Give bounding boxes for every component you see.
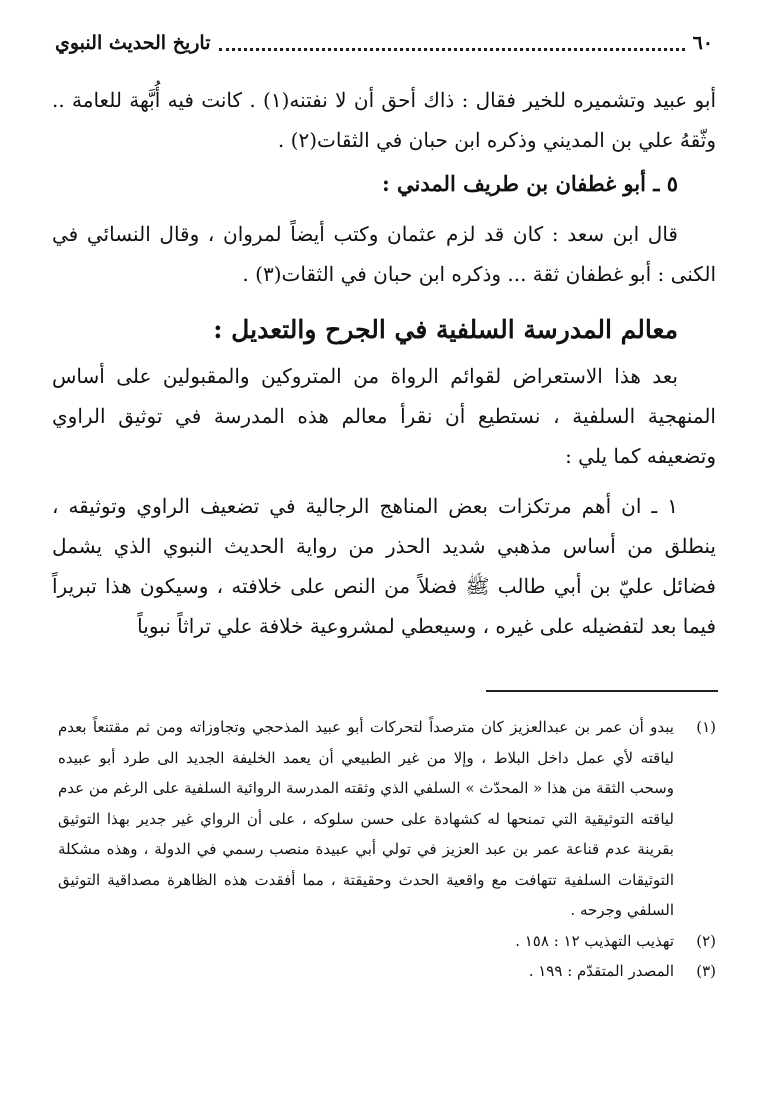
paragraph: بعد هذا الاستعراض لقوائم الرواة من المتروكين والمقبولين على أساس المنهجية السلفية ، نستطيع أن نقرأ معالم هذه المدرسة في توثيق الراوي وتضعيفه كما يلي :	[52, 364, 716, 468]
footnote	[58, 956, 716, 987]
section-heading: معالم المدرسة السلفية في الجرح والتعديل :	[213, 315, 678, 344]
leader-dots	[219, 48, 685, 51]
narrator-heading: ٥ ـ أبو غطفان بن طريف المدني :	[381, 171, 678, 196]
footnote-text: تهذيب التهذيب ١٢ : ١٥٨ .	[515, 931, 674, 950]
footnote-marker: (٣)	[696, 962, 716, 980]
paragraph: ١ ـ ان أهم مرتكزات بعض المناهج الرجالية في تضعيف الراوي وتوثيقه ، ينطلق من أساس مذهبي شديد الحذر من رواية الحديث النبوي الذي يشمل فضائل عليّ بن أبي طالب ﷺ فضلاً من النص على خلافته ، وسيكون هذا تبريراً فيما بعد لتفضيله على غيره ، وسيعطي لمشروعية خلافة علي تراثاً نبوياً	[52, 494, 716, 638]
footnote-separator	[486, 690, 718, 692]
footnote	[58, 926, 716, 957]
running-header	[55, 26, 713, 60]
paragraph: أبو عبيد وتشميره للخير فقال : ذاك أحق أن لا نفتنه(١) . كانت فيه أُبَّهة للعامة .. وثّقهُ علي بن المديني وذكره ابن حبان في الثقات(٢) .	[52, 88, 717, 152]
footnote-marker: (١)	[696, 718, 716, 736]
footnotes	[58, 712, 716, 987]
paragraph: قال ابن سعد : كان قد لزم عثمان وكتب أيضاً لمروان ، وقال النسائي في الكنى : أبو غطفان ثقة ... وذكره ابن حبان في الثقات(٣) .	[52, 222, 716, 286]
page-number: ٦٠	[692, 32, 713, 54]
footnote-text: المصدر المتقدّم : ١٩٩ .	[528, 962, 674, 980]
footnote-text: يبدو أن عمر بن عبدالعزيز كان مترصداً لتحركات أبو عبيد المذحجي وتجاوزاته ومن ثم مقتنعاً بعدم لياقته لأي عمل داخل البلاط ، وإلا من غير الطبيعي أن يعمد الخليفة الجديد الى طرد أبو عبيده وسحب الثقة من هذا « المحدّث » السلفي الذي وثقته المدرسة الروائية السلفية على الرغم من عدم لياقته التوثيقية التي تمنحها له كشهادة على حسن سلوكه ، على أن الرواي غير جدير بهذا التوثيق بقرينة عدم قناعة عمر بن عبد العزيز في تولي أبي عبيدة منصب رسمي في الدولة ، وهذه مشكلة التوثيقات السلفية تتهافت مع واقعية الحدث وحقيقتة ، مما أفقدت هذه الظاهرة مصداقية التوثيق السلفي وجرحه .	[58, 718, 674, 919]
main-text	[52, 80, 716, 646]
footnote	[58, 712, 716, 926]
footnote-marker: (٢)	[696, 931, 716, 950]
running-title: تاريخ الحديث النبوي	[55, 32, 211, 54]
